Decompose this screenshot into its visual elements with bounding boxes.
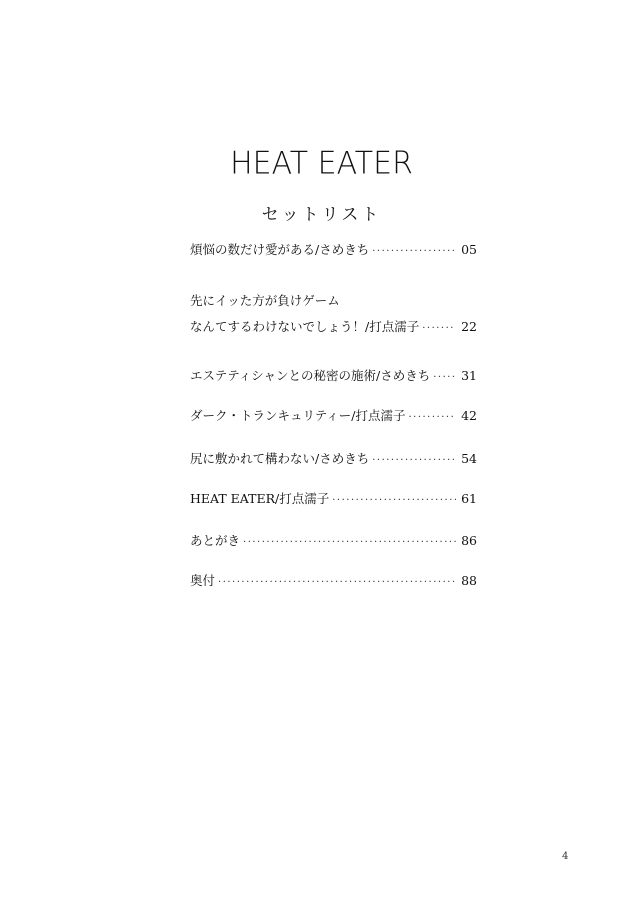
toc-entry-page: 86 [461,533,477,548]
toc-leader-dots [332,492,456,510]
toc-entry-page: 31 [461,368,477,383]
toc-entry [190,367,477,385]
toc-leader-dots [218,574,456,592]
toc-leader-dots [408,409,456,427]
toc-entry [190,450,477,468]
toc-entry-page: 61 [461,491,477,506]
toc-entry-title: 尻に敷かれて構わない/さめきち [190,451,370,466]
toc-entry [190,572,477,590]
toc-entry [190,241,477,259]
toc-entry-title-line1: 先にイッた方が負けゲーム [190,293,340,308]
toc-heading: セットリスト [261,205,382,225]
toc-entry [190,532,477,550]
toc-entry-title: なんてするわけないでしょう！/打点濡子 [190,319,420,334]
toc-entry-page: 42 [461,408,477,423]
toc-entry-page: 88 [461,573,477,588]
toc-entry [190,292,477,336]
toc-entry-page: 54 [461,451,477,466]
toc-leader-dots [372,243,456,261]
toc-leader-dots [422,320,456,338]
toc-leader-dots [433,369,456,387]
toc-entry [190,490,477,508]
toc-entry-title: ダーク・トランキュリティー/打点濡子 [190,408,406,423]
toc-entry-title: あとがき [190,533,241,548]
page-number: 4 [562,851,569,862]
toc-entry-page: 22 [461,319,477,334]
toc-entry-page: 05 [461,242,477,257]
toc-entry-title: HEAT EATER/打点濡子 [190,491,330,506]
toc-leader-dots [243,534,456,552]
book-title: HEAT EATER [230,145,413,182]
toc-entry-title: 煩悩の数だけ愛がある/さめきち [190,242,370,257]
toc-leader-dots [372,452,456,470]
toc-entry-title: エステティシャンとの秘密の施術/さめきち [190,368,431,383]
toc-entry-title: 奥付 [190,573,216,588]
toc-entry [190,407,477,425]
